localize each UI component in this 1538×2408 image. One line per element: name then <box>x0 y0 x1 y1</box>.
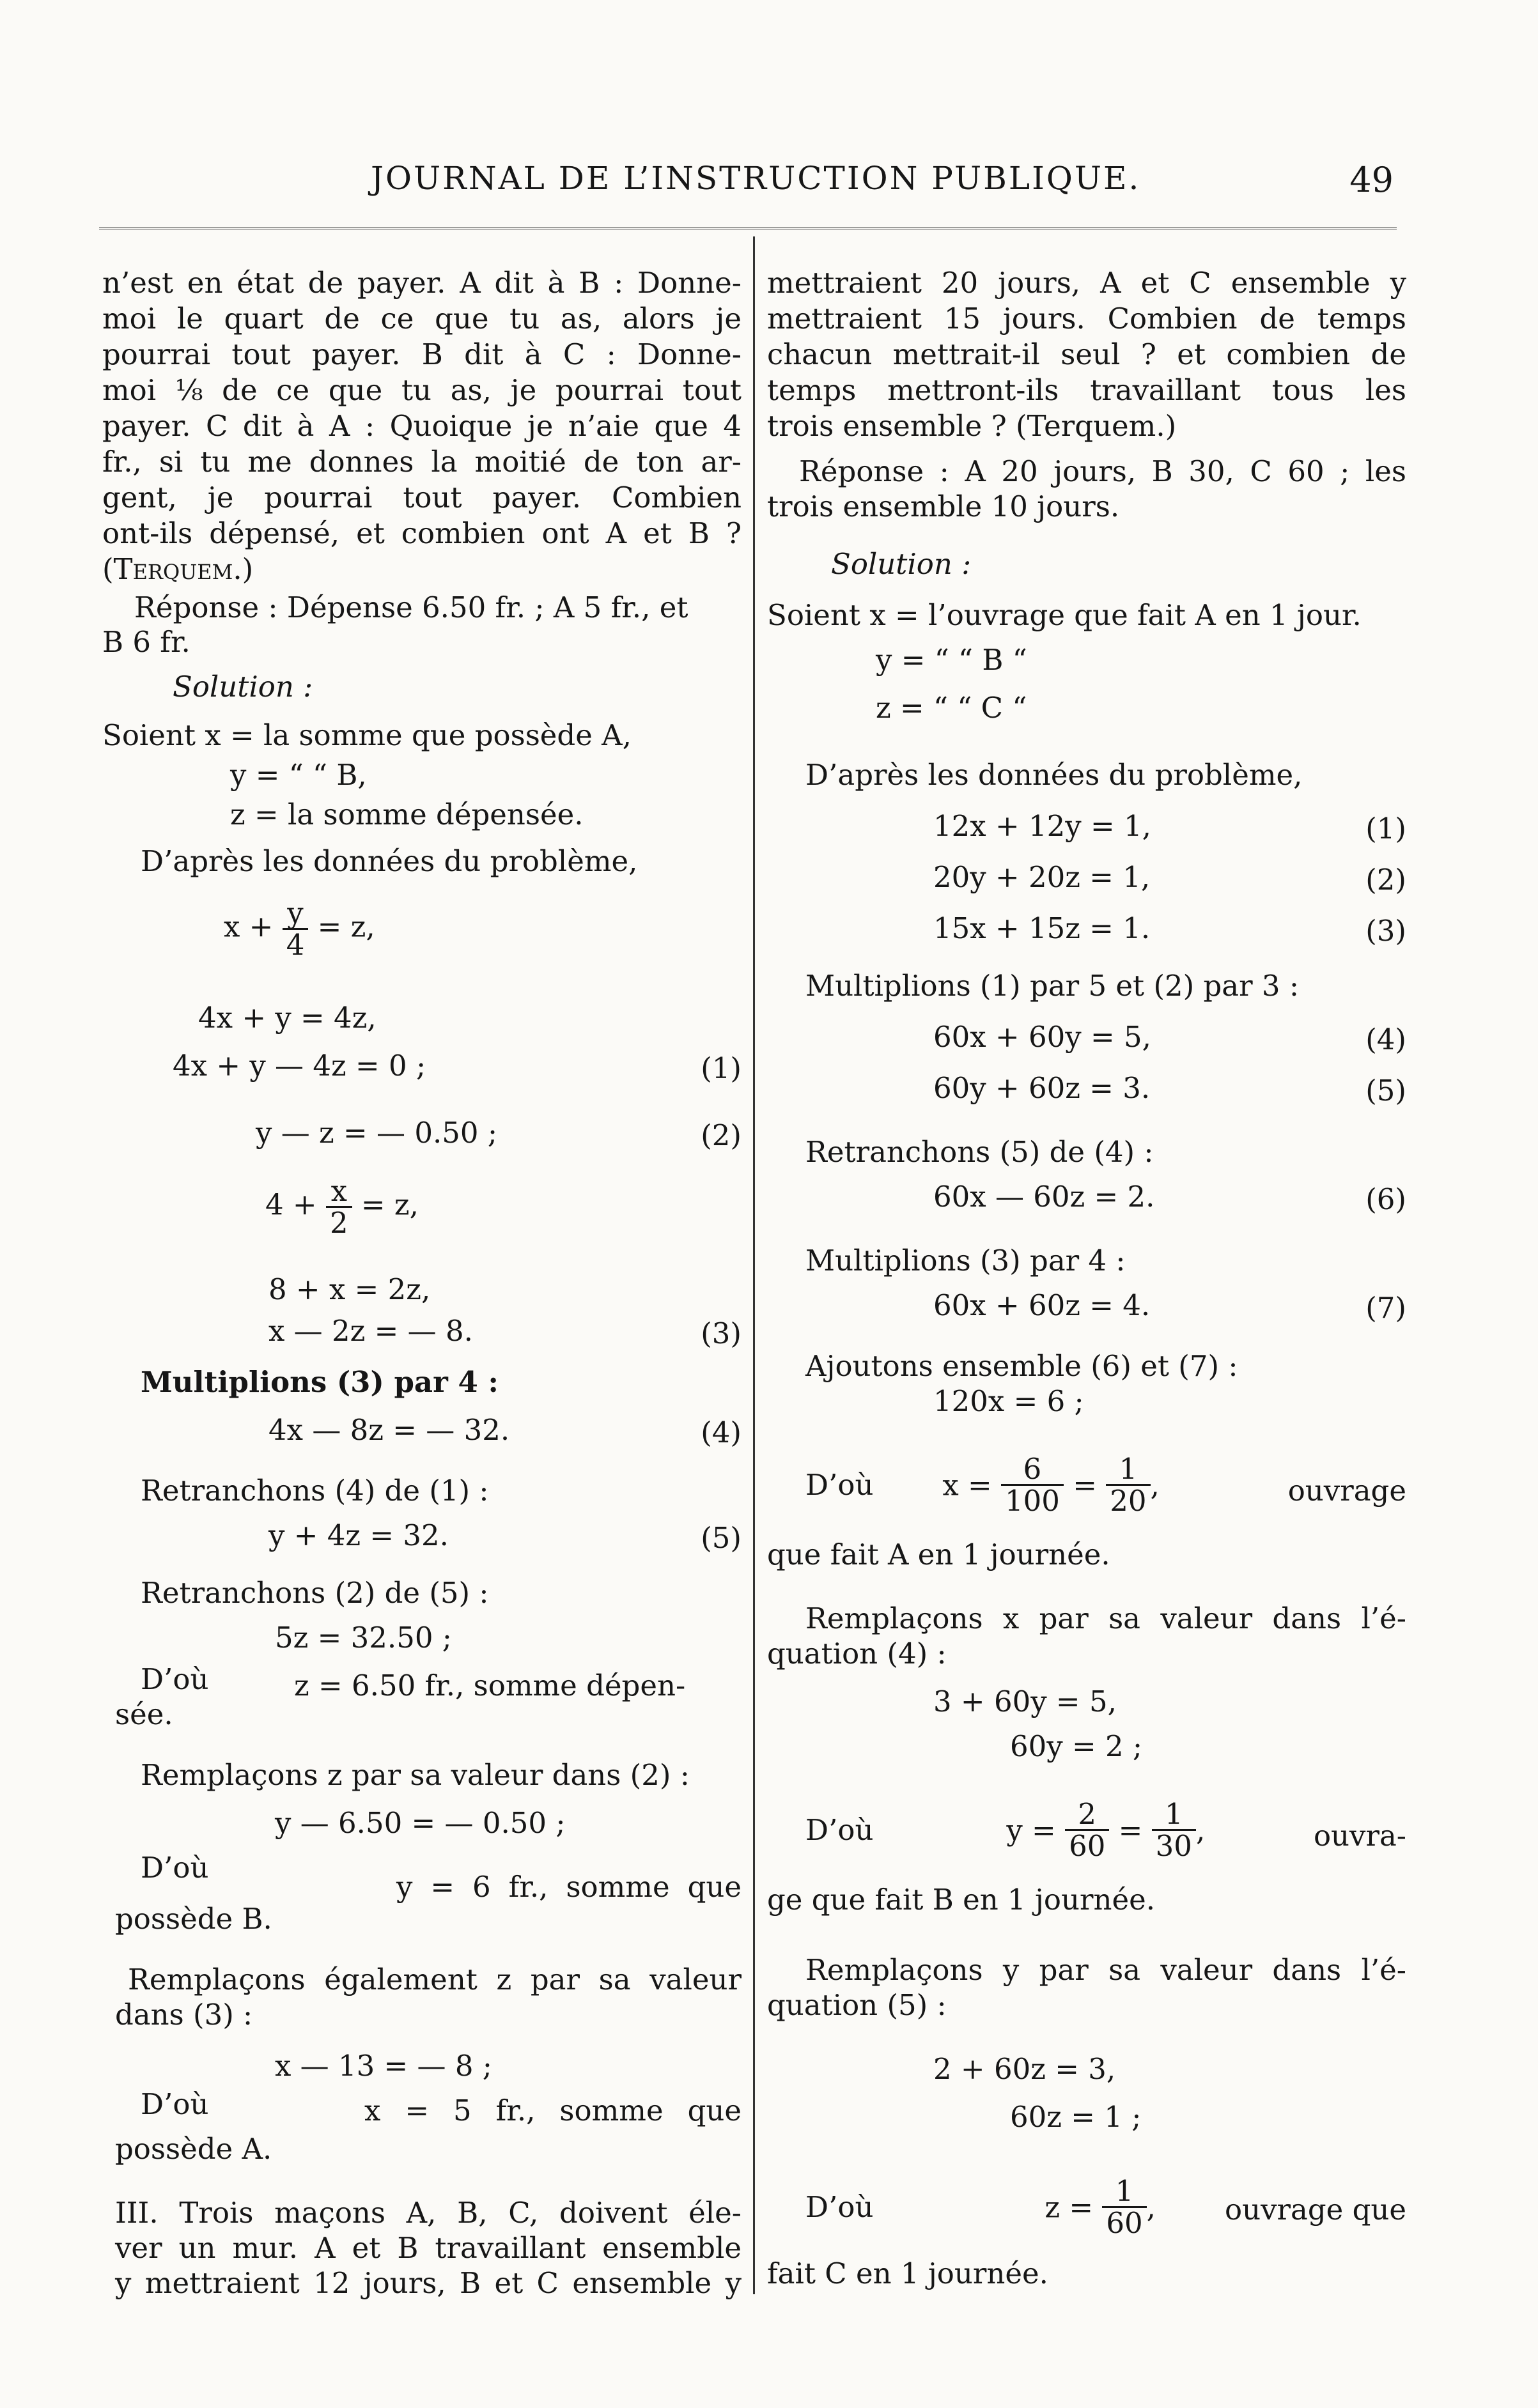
denominator: 2 <box>329 1206 348 1240</box>
text-line: mettraient 20 jours, A et C ensemble y <box>767 266 1406 300</box>
text-line: quation (4) : <box>767 1637 947 1671</box>
equation: 3 + 60y = 5, <box>933 1685 1117 1718</box>
text-line: y = “ “ B “ <box>876 643 1027 677</box>
text-line: III. Trois maçons A, B, C, doivent éle- <box>115 2196 742 2230</box>
text-line: Remplaçons z par sa valeur dans (2) : <box>141 1758 690 1792</box>
answer-line: Réponse : Dépense 6.50 fr. ; A 5 fr., et <box>134 590 688 624</box>
denominator: 4 <box>286 928 305 962</box>
equation: 4x — 8z = — 32. <box>268 1413 510 1447</box>
fraction <box>1065 1799 1109 1862</box>
equation-number: (2) <box>701 1118 742 1152</box>
text-line: fr., si tu me donnes la moitié de ton ar- <box>102 445 742 479</box>
text-line: moi ⅛ de ce que tu as, je pourrai tout <box>102 373 742 407</box>
text-line: Multiplions (1) par 5 et (2) par 3 : <box>805 969 1300 1003</box>
numerator: 1 <box>1102 2176 1146 2208</box>
equation-number: (7) <box>1365 1291 1406 1325</box>
text-line: D’où <box>805 2190 874 2225</box>
fraction <box>1152 1799 1196 1862</box>
equation: 60x + 60z = 4. <box>933 1288 1151 1322</box>
equation-number: (4) <box>701 1416 742 1449</box>
page-header <box>102 160 1419 211</box>
equation-lhs: y = <box>1006 1813 1056 1848</box>
equation: 60x — 60z = 2. <box>933 1180 1155 1214</box>
equation: 60z = 1 ; <box>1010 2100 1142 2134</box>
fraction <box>326 1176 352 1239</box>
fraction <box>1102 2176 1146 2239</box>
answer-line: B 6 fr. <box>102 625 190 659</box>
equation: y + 4z = 32. <box>268 1518 449 1552</box>
equation-number: (2) <box>1365 863 1406 897</box>
equation: z = 6.50 fr., somme dépen- <box>294 1669 686 1702</box>
text-line: dans (3) : <box>115 1998 253 2032</box>
text-line: sée. <box>115 1697 173 1731</box>
equation: y — z = — 0.50 ; <box>256 1116 498 1150</box>
equation: 60y + 60z = 3. <box>933 1071 1151 1105</box>
equation-number: (1) <box>1365 812 1406 845</box>
equation: 4x + y — 4z = 0 ; <box>173 1049 426 1083</box>
text-line: quation (5) : <box>767 1988 947 2022</box>
equation-rhs: = z, <box>361 1187 419 1222</box>
equation: D’où y = $\frac{2}{60}$ = $\frac{1}{30}$ , ouvra- <box>805 1797 1406 1864</box>
equation <box>224 898 375 961</box>
numerator: 1 <box>1106 1454 1150 1486</box>
equation-lhs: x = <box>942 1468 992 1502</box>
equation: 5z = 32.50 ; <box>275 1621 452 1655</box>
equation: 60y = 2 ; <box>1010 1729 1143 1763</box>
equation: D’où z = $\frac{1}{60}$ , ouvrage que <box>805 2174 1406 2241</box>
text-line: ouvrage <box>1287 1474 1406 1508</box>
text-line: possède A. <box>115 2132 272 2166</box>
text-line: Soient x = l’ouvrage que fait A en 1 jour. <box>767 598 1362 632</box>
solution-label: Solution : <box>173 670 313 704</box>
equation: 2 + 60z = 3, <box>933 2052 1116 2086</box>
text-line: D’où <box>141 2087 209 2121</box>
text-line: y = “ “ B, <box>230 758 367 792</box>
text-line: payer. C dit à A : Quoique je n’aie que 4 <box>102 409 742 443</box>
text-line: Multiplions (3) par 4 : <box>805 1244 1126 1277</box>
text-line: gent, je pourrai tout payer. Combien <box>102 481 742 514</box>
text-line: D’après les données du problème, <box>141 844 638 878</box>
text-line: Soient x = la somme que possède A, <box>102 718 632 752</box>
citation: (Terquem.) <box>102 552 254 586</box>
equation-number: (3) <box>701 1316 742 1350</box>
answer-line: trois ensemble 10 jours. <box>767 490 1120 523</box>
header-rule <box>99 227 1397 229</box>
denominator: 60 <box>1106 2206 1143 2241</box>
text-line: ont-ils dépensé, et combien ont A et B ? <box>102 516 742 550</box>
text-line: z = “ “ C “ <box>876 691 1027 725</box>
text-line: mettraient 15 jours. Combien de temps <box>767 302 1406 336</box>
fraction <box>283 898 309 961</box>
text-line: Ajoutons ensemble (6) et (7) : <box>805 1349 1238 1383</box>
text-line: ge que fait B en 1 journée. <box>767 1883 1156 1917</box>
solution-label: Solution : <box>831 547 972 581</box>
equation-rhs: = z, <box>317 909 375 944</box>
equation-lhs: 4 + <box>265 1187 317 1222</box>
equation: 15x + 15z = 1. <box>933 911 1151 945</box>
text-line: Multiplions (3) par 4 : <box>141 1365 499 1399</box>
equation: y — 6.50 = — 0.50 ; <box>275 1806 566 1840</box>
fraction <box>1106 1454 1150 1517</box>
denominator: 100 <box>1005 1484 1060 1518</box>
column-divider <box>753 236 755 2294</box>
equation: 60x + 60y = 5, <box>933 1020 1151 1054</box>
equation-number: (5) <box>1365 1074 1406 1108</box>
text-line: D’où <box>805 1813 874 1848</box>
text-line: ouvra- <box>1313 1819 1406 1853</box>
page-number: 49 <box>1349 160 1394 200</box>
text-line: D’après les données du problème, <box>805 758 1303 792</box>
text-line: ouvrage que <box>1225 2193 1406 2227</box>
text-line: que fait A en 1 journée. <box>767 1538 1110 1571</box>
answer-line: Réponse : A 20 jours, B 30, C 60 ; les <box>799 454 1406 488</box>
denominator: 20 <box>1110 1484 1147 1518</box>
equation: x — 2z = — 8. <box>268 1314 473 1348</box>
text-line: moi le quart de ce que tu as, alors je <box>102 302 742 336</box>
text-line: pourrai tout payer. B dit à C : Donne- <box>102 337 742 371</box>
text-line: possède B. <box>115 1902 272 1936</box>
fraction <box>1001 1454 1064 1517</box>
denominator: 30 <box>1155 1829 1192 1864</box>
text-line: D’où <box>141 1851 209 1885</box>
equation: x — 13 = — 8 ; <box>275 2049 492 2083</box>
equation: x = 5 fr., somme que <box>364 2094 742 2127</box>
text-line: D’où <box>805 1468 874 1502</box>
numerator: 2 <box>1065 1799 1109 1831</box>
text-line: Remplaçons y par sa valeur dans l’é- <box>805 1953 1406 1987</box>
equation: 12x + 12y = 1, <box>933 809 1151 843</box>
text-line: z = la somme dépensée. <box>230 798 584 831</box>
equation: 120x = 6 ; <box>933 1384 1084 1418</box>
equation: D’où x = $\frac{6}{100}$ = $\frac{1}{20}$ , ouvrage <box>805 1452 1406 1518</box>
equation-number: (1) <box>701 1051 742 1085</box>
equation-number: (5) <box>701 1521 742 1555</box>
equation: 4x + y = 4z, <box>198 1001 377 1035</box>
text-line: y mettraient 12 jours, B et C ensemble y <box>115 2266 742 2300</box>
numerator: 1 <box>1152 1799 1196 1831</box>
equation-lhs: z = <box>1045 2190 1094 2225</box>
text-line: temps mettront-ils travaillant tous les <box>767 373 1406 407</box>
equation: y = 6 fr., somme que <box>396 1870 742 1904</box>
equation: 20y + 20z = 1, <box>933 860 1151 894</box>
text-line: Remplaçons x par sa valeur dans l’é- <box>805 1601 1406 1635</box>
numerator: 6 <box>1001 1454 1064 1486</box>
equation <box>265 1176 419 1239</box>
equation-number: (4) <box>1365 1023 1406 1056</box>
equation-number: (6) <box>1365 1182 1406 1216</box>
numerator: y <box>283 898 309 930</box>
running-title: JOURNAL DE L’INSTRUCTION PUBLIQUE. <box>371 160 1141 197</box>
text-line: Retranchons (5) de (4) : <box>805 1135 1154 1169</box>
text-line: D’où <box>141 1662 209 1696</box>
text-line: trois ensemble ? (Terquem.) <box>767 409 1177 443</box>
equation-lhs: x + <box>224 909 274 944</box>
equation-number: (3) <box>1365 914 1406 948</box>
text-line: ver un mur. A et B travaillant ensemble <box>115 2231 742 2265</box>
text-line: fait C en 1 journée. <box>767 2257 1048 2290</box>
text-line: Remplaçons également z par sa valeur <box>128 1963 742 1996</box>
text-line: Retranchons (2) de (5) : <box>141 1576 489 1610</box>
text-line: Retranchons (4) de (1) : <box>141 1474 489 1508</box>
text-line: n’est en état de payer. A dit à B : Donne- <box>102 266 742 300</box>
equation: 8 + x = 2z, <box>268 1272 431 1306</box>
text-line: chacun mettrait-il seul ? et combien de <box>767 337 1406 371</box>
denominator: 60 <box>1069 1829 1106 1864</box>
numerator: x <box>326 1176 352 1208</box>
